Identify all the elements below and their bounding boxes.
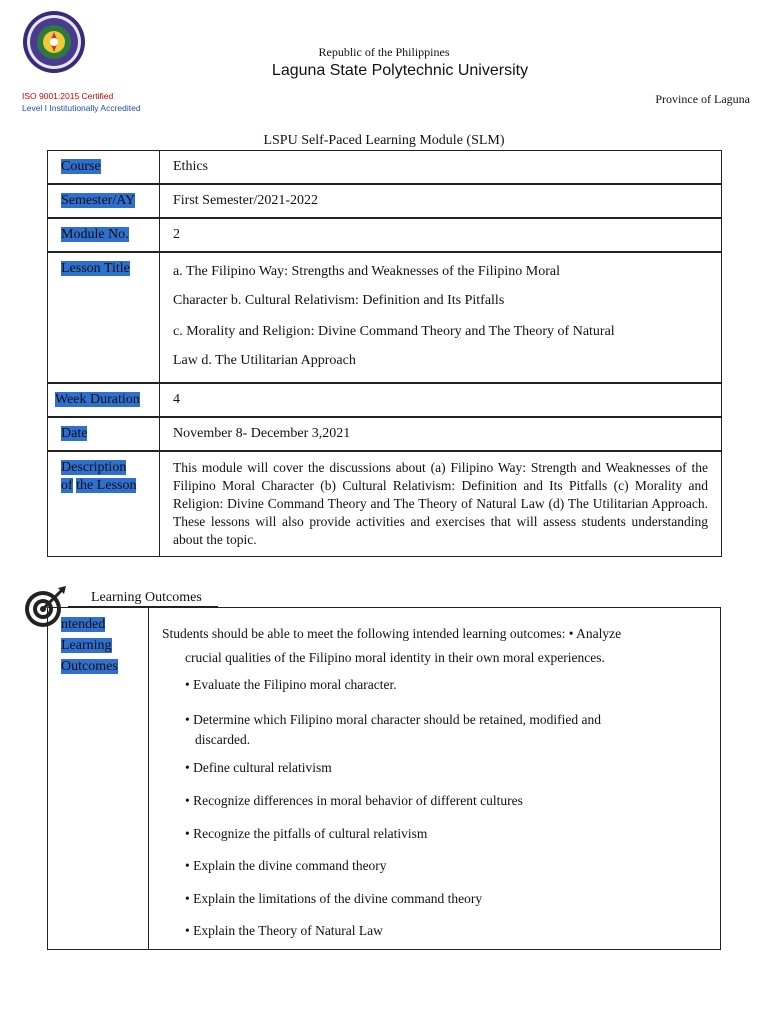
lesson-title-cell	[160, 252, 722, 383]
module-value: 2	[160, 218, 722, 252]
outcome-item: • Define cultural relativism	[185, 760, 332, 775]
province-text: Province of Laguna	[655, 92, 750, 106]
date-value: November 8- December 3,2021	[160, 417, 722, 451]
table-row-lesson	[48, 252, 722, 383]
course-label: Course	[61, 159, 101, 174]
date-label: Date	[61, 426, 88, 441]
lesson-line: Character b. Cultural Relativism: Definition and Its Pitfalls	[173, 293, 505, 308]
lesson-label: Lesson Title	[61, 261, 130, 276]
description-label-of: of	[61, 478, 73, 493]
lesson-line: Law d. The Utilitarian Approach	[173, 353, 356, 368]
outcomes-intro	[162, 622, 712, 670]
learning-outcomes-heading: Learning Outcomes	[91, 590, 202, 605]
outcome-item: • Recognize the pitfalls of cultural relativism	[185, 826, 428, 841]
semester-value: First Semester/2021-2022	[160, 184, 722, 218]
accreditation-level: Level I Institutionally Accredited	[22, 103, 141, 113]
week-value: 4	[160, 383, 722, 417]
description-value: This module will cover the discussions about (a) Filipino Way: Strength and Weaknesses of the Filipino Moral Character (b) Cultural Relativism: Definition and Its Pitfalls (c) Morality and Religion: Divine Command Theory and The Theory of Natural Law (d) The Utilitarian Approach. These lessons will also provide activities and exercises that will assess students understanding about the topic.	[160, 451, 722, 557]
outcomes-divider	[148, 607, 149, 950]
module-title: LSPU Self-Paced Learning Module (SLM)	[263, 133, 505, 148]
table-row-week	[48, 383, 722, 417]
semester-label: Semester/AY	[61, 193, 136, 208]
lesson-line: a. The Filipino Way: Strengths and Weaknesses of the Filipino Moral	[173, 264, 560, 279]
week-label: Week Duration	[55, 392, 140, 407]
iso-certification: ISO 9001:2015 Certified	[22, 91, 114, 101]
course-value: Ethics	[160, 151, 722, 185]
outcome-item-continued	[185, 731, 715, 749]
ilo-label-line: ntended	[61, 617, 106, 632]
table-row-description	[48, 451, 722, 557]
outcome-item-text: discarded.	[195, 732, 251, 747]
intro-line: crucial qualities of the Filipino moral identity in their own moral experiences.	[185, 650, 605, 665]
ilo-label-line: Learning	[61, 638, 112, 653]
republic-text: Republic of the Philippines	[318, 45, 450, 59]
ilo-label-line: Outcomes	[61, 659, 118, 674]
university-name: Laguna State Polytechnic University	[271, 62, 529, 79]
table-row-date	[48, 417, 722, 451]
module-label: Module No.	[61, 227, 129, 242]
table-row-semester	[48, 184, 722, 218]
table-row-module	[48, 218, 722, 252]
outcome-item: • Determine which Filipino moral character should be retained, modified and	[185, 712, 601, 727]
outcome-item: • Recognize differences in moral behavior of different cultures	[185, 793, 523, 808]
description-label: Description	[61, 460, 127, 475]
outcome-item: • Explain the limitations of the divine command theory	[185, 891, 483, 906]
intro-line: Students should be able to meet the following intended learning outcomes: • Analyze	[162, 626, 622, 641]
module-info-table	[47, 150, 722, 557]
description-label-lesson: the Lesson	[76, 478, 137, 493]
intended-learning-outcomes-label	[61, 614, 141, 677]
outcome-item: • Explain the divine command theory	[185, 858, 387, 873]
table-row-course	[48, 151, 722, 185]
outcome-item: • Explain the Theory of Natural Law	[185, 923, 383, 938]
outcome-item: • Evaluate the Filipino moral character.	[185, 677, 397, 692]
lesson-line: c. Morality and Religion: Divine Command Theory and The Theory of Natural	[173, 324, 615, 339]
